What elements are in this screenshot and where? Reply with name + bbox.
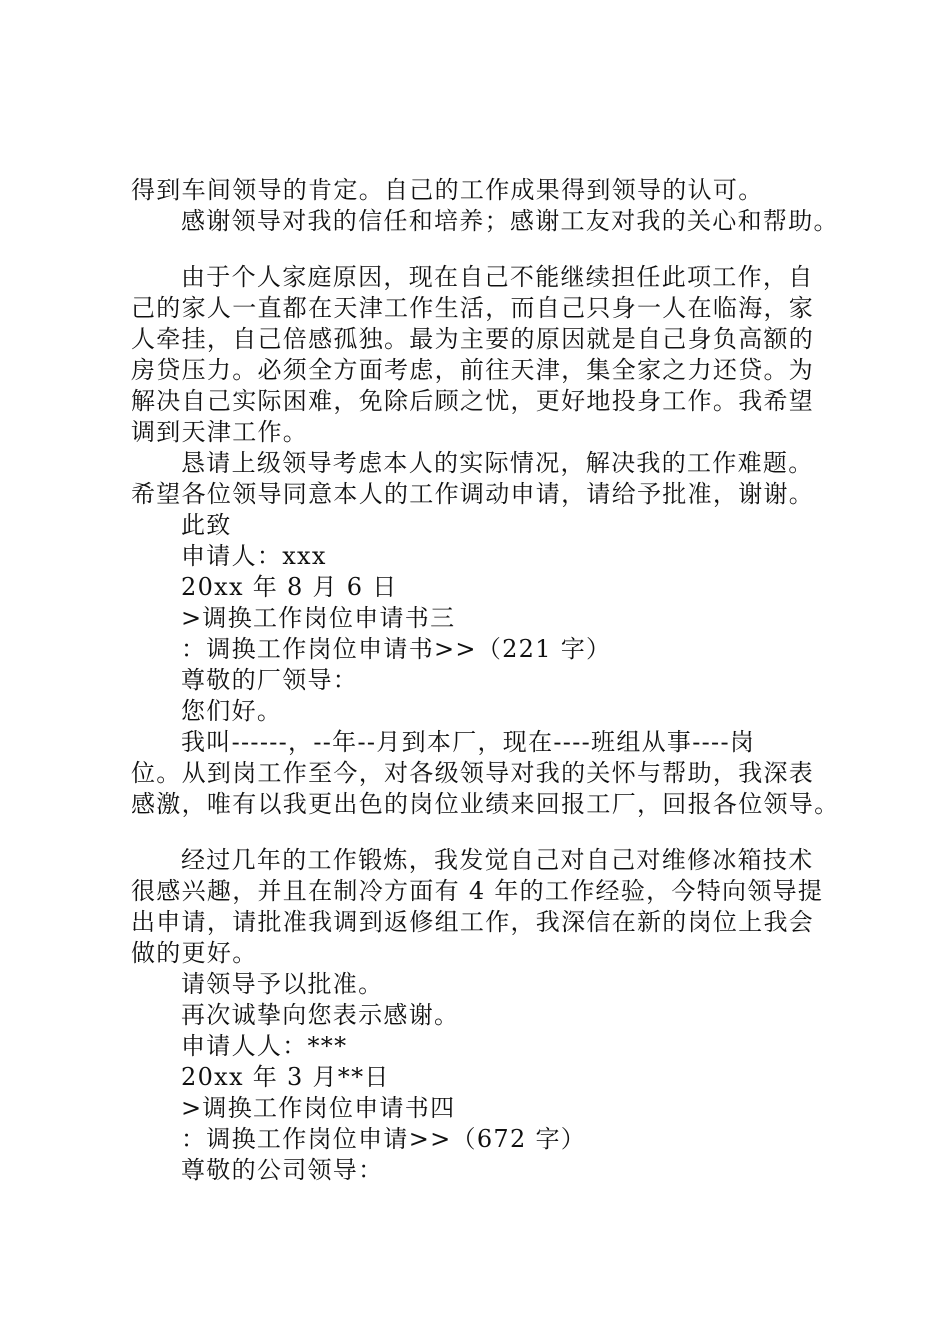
section-subheading: ：调换工作岗位申请>>（672 字） (181, 1125, 587, 1153)
paragraph-line: 得到车间领导的肯定。自己的工作成果得到领导的认可。 (131, 176, 764, 204)
paragraph-line: 做的更好。 (131, 939, 258, 967)
paragraph-line: 希望各位领导同意本人的工作调动申请，请给予批准，谢谢。 (131, 480, 815, 508)
paragraph-line: 出申请，请批准我调到返修组工作，我深信在新的岗位上我会 (131, 908, 815, 936)
section-subheading: ：调换工作岗位申请书>>（221 字） (181, 635, 612, 663)
paragraph-line: 再次诚挚向您表示感谢。 (181, 1001, 460, 1029)
paragraph-line: 经过几年的工作锻炼，我发觉自己对自己对维修冰箱技术 (181, 846, 814, 874)
paragraph-line: 人牵挂，自己倍感孤独。最为主要的原因就是自己身负高额的 (131, 325, 815, 353)
document-body (131, 175, 856, 1186)
paragraph-line: 由于个人家庭原因，现在自己不能继续担任此项工作，自 (181, 263, 814, 291)
paragraph-line: 我叫------，--年--月到本厂，现在----班组从事----岗 (181, 728, 756, 756)
section-heading: >调换工作岗位申请书四 (181, 1094, 456, 1122)
document-date: 20xx 年 3 月**日 (181, 1063, 390, 1091)
paragraph-line: 感激，唯有以我更出色的岗位业绩来回报工厂，回报各位领导。 (131, 790, 840, 818)
paragraph-line: 房贷压力。必须全方面考虑，前往天津，集全家之力还贷。为 (131, 356, 815, 384)
paragraph-line: 己的家人一直都在天津工作生活，而自己只身一人在临海，家 (131, 294, 815, 322)
paragraph-line: 位。从到岗工作至今，对各级领导对我的关怀与帮助，我深表 (131, 759, 815, 787)
document-date: 20xx 年 8 月 6 日 (181, 573, 398, 601)
greeting: 您们好。 (181, 697, 283, 725)
applicant-signature: 申请人人：*** (181, 1032, 348, 1060)
paragraph-line: 恳请上级领导考虑本人的实际情况，解决我的工作难题。 (181, 449, 814, 477)
greeting: 尊敬的厂领导： (181, 666, 359, 694)
closing-salutation: 此致 (181, 511, 232, 539)
paragraph-gap (131, 237, 856, 262)
paragraph-gap (131, 820, 856, 845)
greeting: 尊敬的公司领导： (181, 1156, 384, 1184)
paragraph-line: 很感兴趣，并且在制冷方面有 4 年的工作经验，今特向领导提 (131, 877, 824, 905)
section-heading: >调换工作岗位申请书三 (181, 604, 456, 632)
paragraph-line: 感谢领导对我的信任和培养；感谢工友对我的关心和帮助。 (181, 207, 839, 235)
paragraph-line: 解决自己实际困难，免除后顾之忧，更好地投身工作。我希望 (131, 387, 815, 415)
paragraph-line: 调到天津工作。 (131, 418, 309, 446)
paragraph-line: 请领导予以批准。 (181, 970, 384, 998)
applicant-signature: 申请人：xxx (181, 542, 327, 570)
